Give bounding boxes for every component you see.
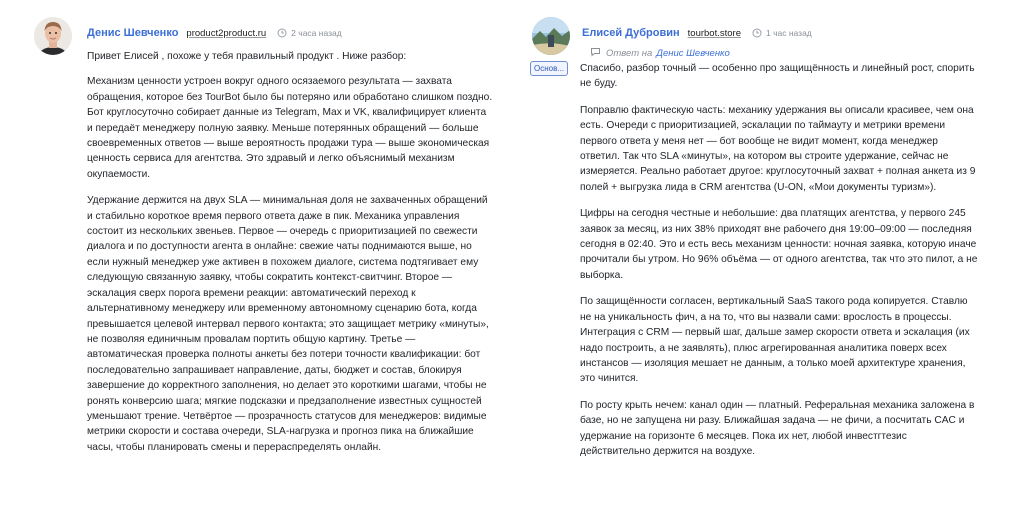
comment-header bbox=[582, 25, 812, 41]
comment-paragraph: Поправлю фактическую часть: механику удержания вы описали красивее, чем она есть. Очереди с приоритизацией, эскалации по таймауту и метрики времени первого ответа у меня нет — бот вообще не видит момент, когда менеджер ответил. Так что SLA «минуты», на котором вы строите удержание, сейчас не измеряется. Реально работает другое: круглосуточный захват + полная анкета из 9 полей + выгрузка лида в CRM агентства (U-ON, «Мои документы туризм»). bbox=[580, 104, 976, 193]
comment-body bbox=[87, 49, 493, 466]
reply-target-link[interactable]: Денис Шевченко bbox=[656, 48, 730, 59]
user-avatar[interactable] bbox=[532, 17, 570, 55]
author-name[interactable]: Денис Шевченко bbox=[87, 27, 179, 39]
comment-paragraph: Механизм ценности устроен вокруг одного осязаемого результата — захвата обращения, которое без TourBot было бы потеряно или обработано слишком поздно. Бот круглосуточно собирает данные из Telegram, Max и VK, квалифицирует клиента и передаёт менеджеру полную заявку. Меньше потерянных обращений — больше своевременных ответов — выше вероятность продажи тура — выше экономическая ценность сервиса для агентства. Это здравый и легко объяснимый механизм окупаемости. bbox=[87, 76, 493, 180]
author-name[interactable]: Елисей Дубровин bbox=[582, 27, 680, 39]
comment-paragraph: Спасибо, разбор точный — особенно про защищённость и линейный рост, спорить не буду. bbox=[580, 63, 975, 90]
comment-paragraph: По защищённости согласен, вертикальный SaaS такого рода копируется. Ставлю не на уникальность фич, а на то, что вы назвали сами: врослость в процессы. Интеграция с CRM — первый шаг, дальше замер скорости ответа и эскалация (их надо построить, а не заявлять), плюс агрегированная аналитика поверх всех инстансов — изоляция мешает не данным, а только моей архитектуре хранения, это чинится. bbox=[580, 296, 970, 385]
user-avatar[interactable] bbox=[34, 17, 72, 55]
comment-paragraph: Привет Елисей , похоже у тебя правильный продукт . Ниже разбор: bbox=[87, 51, 407, 62]
reply-prefix: Ответ на bbox=[606, 48, 653, 59]
comment-paragraph: Удержание держится на двух SLA — минимальная доля не захваченных обращений и стабильно короткое время первого ответа даже в пик. Механика управления состоит из нескольких звеньев. Первое — очередь с приоритизацией по свежести диалога и по доступности агента в онлайне: свежие чаты поднимаются выше, но если нужный менеджер уже активен в похожем диалоге, система подтягивает ему следующую связанную заявку, чтобы сократить контекст-свитчинг. Второе — эскалация сверх порога времени реакции: автоматический переход к альтернативному менеджеру или временному автономному сценарию бота, когда превышается целевой интервал первого контакта; это защищает метрику «минуты», не позволяя единичным провалам портить общую картину. Третье — автоматическая проверка полноты анкеты без потери точности квалификации: бот последовательно запрашивает направление, даты, бюджет и состав, блокируя завершение до корректного заполнения, но делает это короткими шагами, чтобы не ронять конверсию шага; мягкие подсказки и предзаполнение известных сущностей уменьшают трение. Четвёртое — прозрачность статусов для менеджеров: видимые метрики скорости и состава очереди, SLA-нагрузка и прогноз пика на ближайшие часы, чтобы планировать смены и перераспределять онлайн. bbox=[87, 195, 489, 453]
comment-body bbox=[580, 61, 980, 470]
comment-time: 1 час назад bbox=[765, 28, 812, 38]
reply-icon bbox=[590, 47, 601, 60]
comment-paragraph: Цифры на сегодня честные и небольшие: два платящих агентства, у первого 245 заявок за месяц, из них 38% приходят вне рабочего дня 19:00–09:00 — последняя сегодня в 02:40. Это и есть весь механизм ценности: ночная заявка, которую иначе прочитали бы утром. Но 96% объёма — от одного агентства, так что это пилот, а не выборка. bbox=[580, 208, 978, 281]
clock-icon bbox=[751, 27, 763, 39]
comment-paragraph: По росту крыть нечем: канал один — платный. Реферальная механика заложена в базе, но не запущена ни разу. Ближайшая задача — не фичи, а посчитать CAC и удержание на горизонте 6 месяцев. Пока их нет, любой инвестгтезис действительно держится на воздухе. bbox=[580, 399, 975, 457]
comment-header bbox=[87, 25, 342, 41]
reply-reference bbox=[590, 47, 730, 60]
author-site-link[interactable]: tourbot.store bbox=[687, 27, 741, 39]
author-site-link[interactable]: product2product.ru bbox=[186, 27, 267, 39]
comment-time: 2 часа назад bbox=[291, 28, 342, 38]
clock-icon bbox=[276, 27, 288, 39]
status-badge: Основ... bbox=[530, 61, 568, 76]
